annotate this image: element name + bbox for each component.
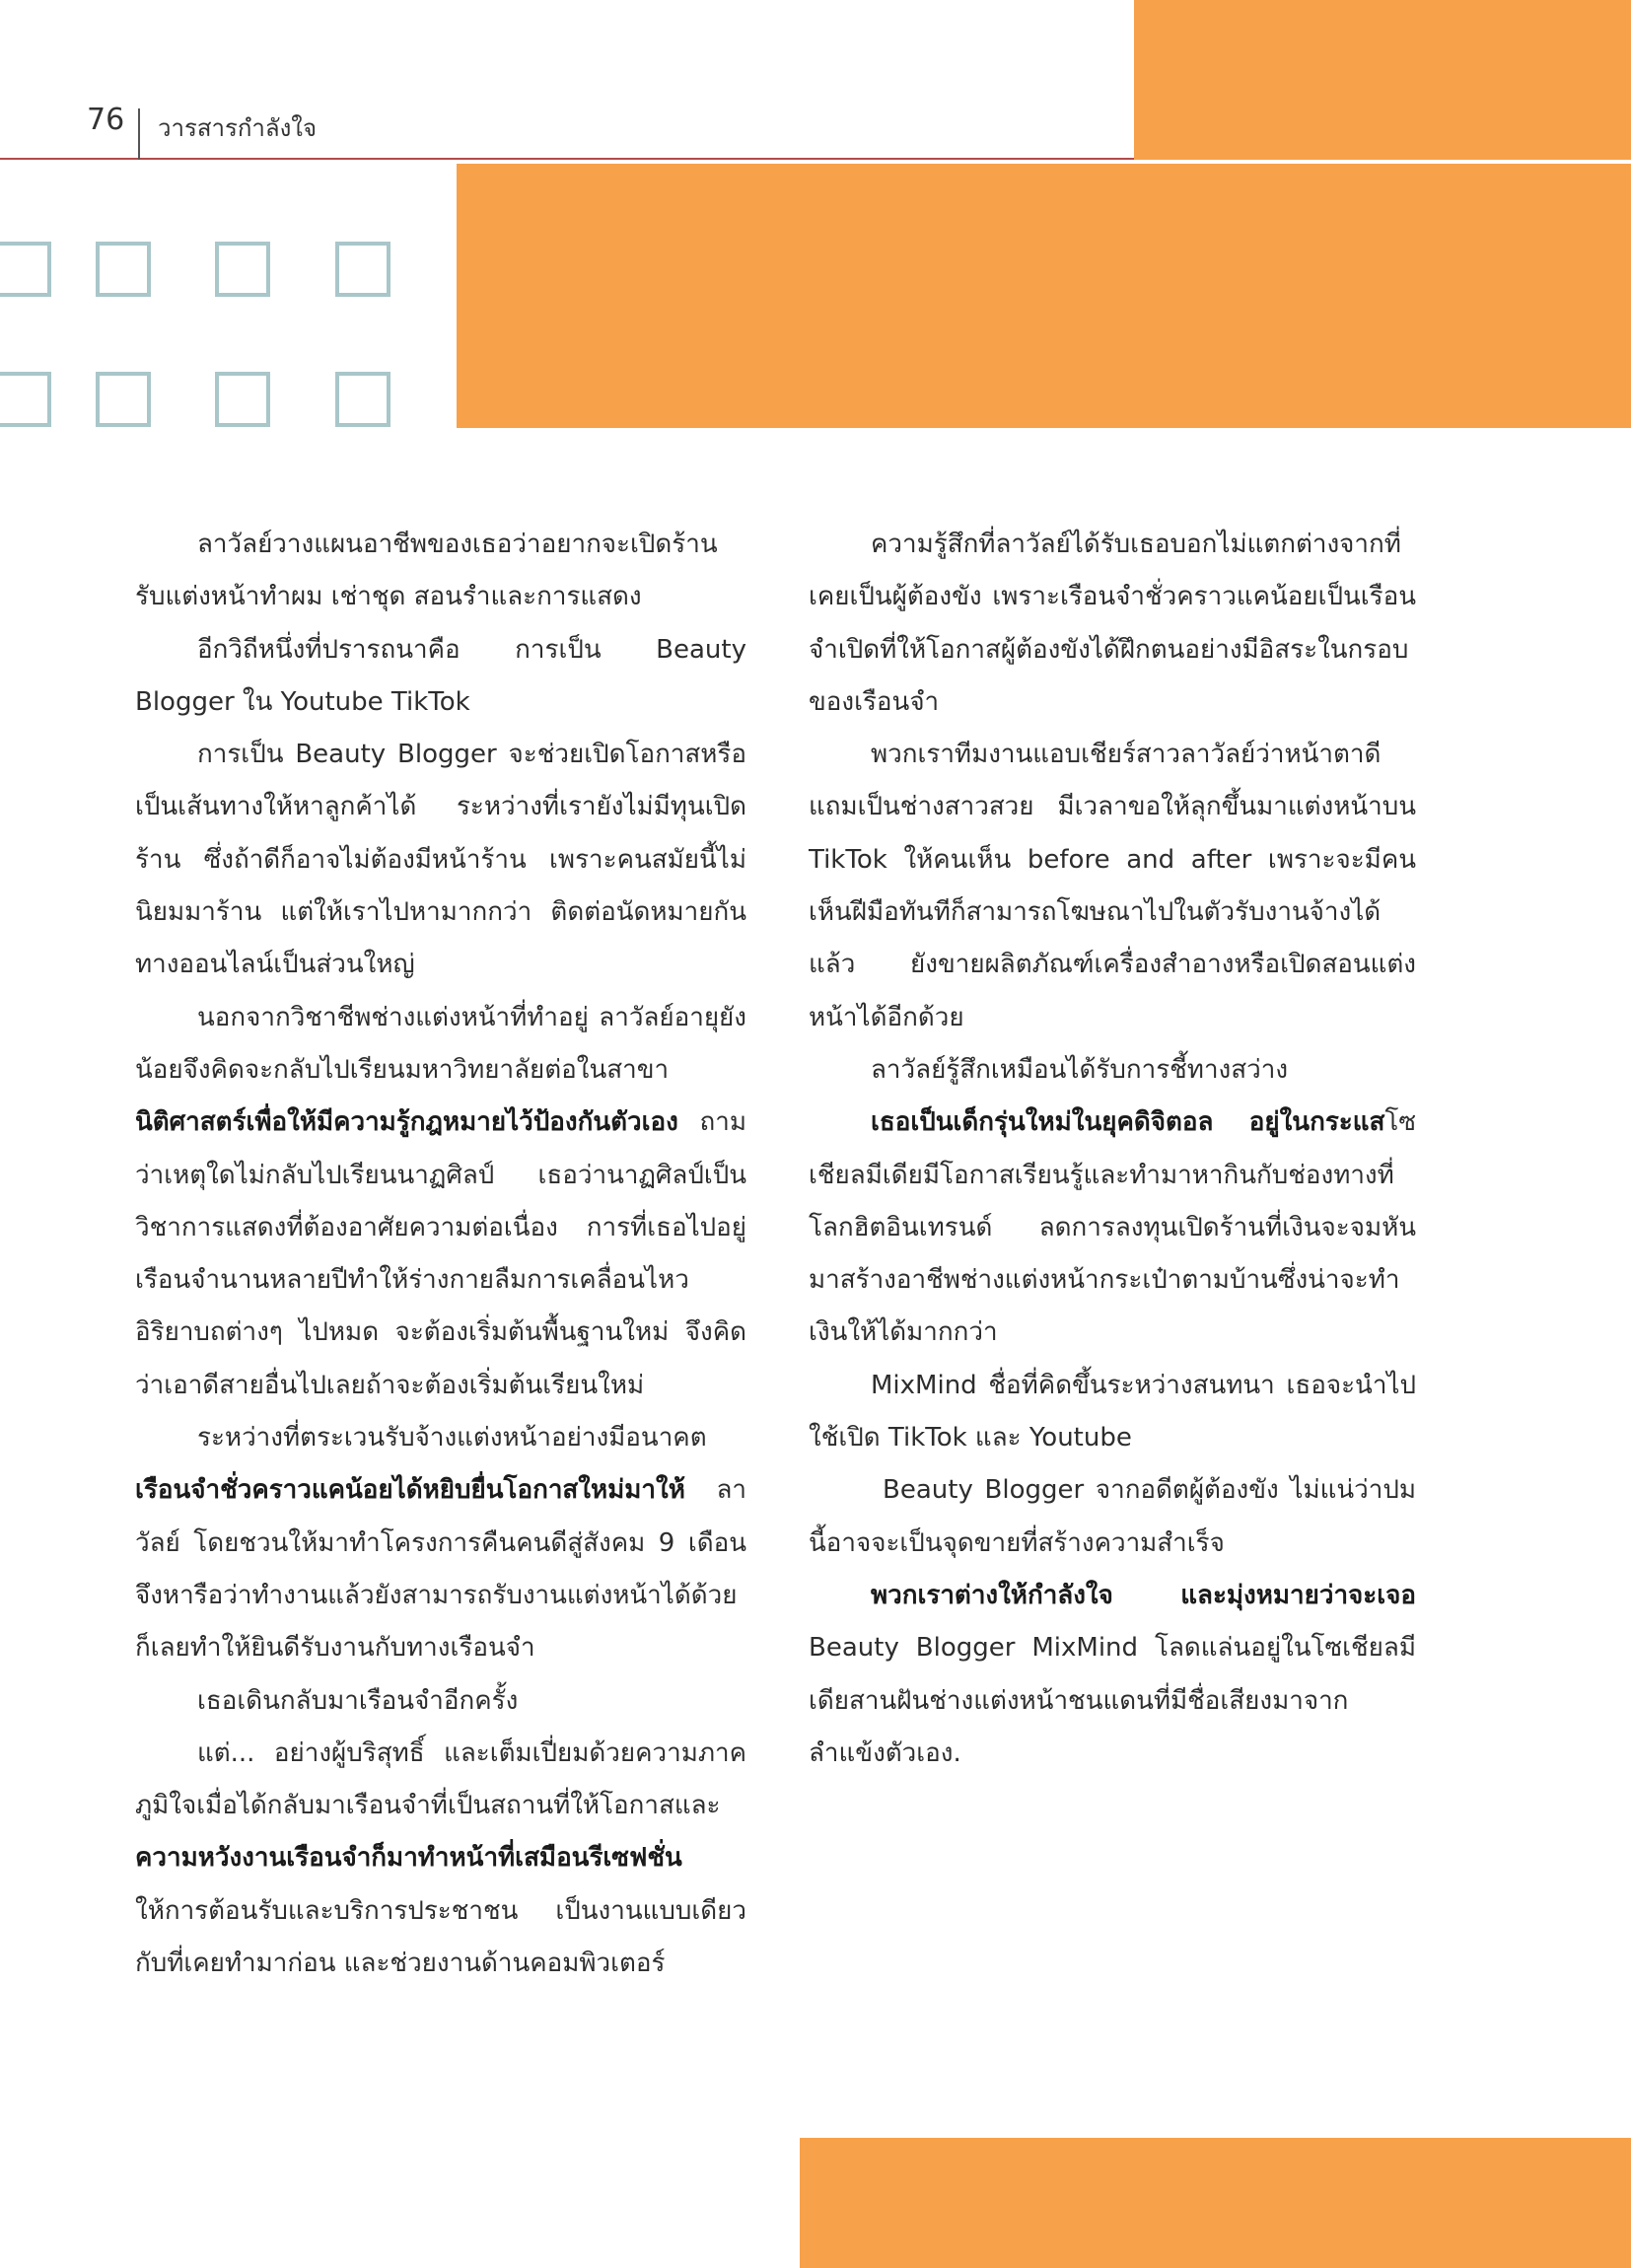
paragraph: พวกเราทีมงานแอบเชียร์สาวลาวัลย์ว่าหน้าตาดี แถมเป็นช่างสาวสวย มีเวลาขอให้ลุกขึ้นมาแต่งหน้าบน TikTok ให้คนเห็น before and after เพราะจะมีคนเห็นฝีมือทันทีก็สามารถโฆษณาไปในตัวรับงานจ้างได้แล้ว ยังขายผลิตภัณฑ์เครื่องสำอางหรือเปิดสอนแต่งหน้าได้อีกด้วย: [809, 740, 1416, 1032]
header-separator: [138, 108, 140, 160]
emphasis: เรือนจำชั่วคราวแคน้อยได้หยิบยื่นโอกาสใหม่มาให้: [135, 1475, 685, 1506]
article-column-left: [135, 519, 746, 1990]
square-outline: [335, 242, 390, 297]
page-number: 76: [87, 103, 125, 137]
paragraph: Beauty Blogger จากอดีตผู้ต้องขัง ไม่แน่ว่าปมนี้อาจจะเป็นจุดขายที่สร้างความสำเร็จ: [809, 1475, 1416, 1558]
paragraph: การเป็น Beauty Blogger จะช่วยเปิดโอกาสหรือเป็นเส้นทางให้หาลูกค้าได้ ระหว่างที่เรายังไม่มีทุนเปิดร้าน ซึ่งถ้าดีก็อาจไม่ต้องมีหน้าร้าน เพราะคนสมัยนี้ไม่นิยมมาร้าน แต่ให้เราไปหามากกว่า ติดต่อนัดหมายกันทางออนไลน์เป็นส่วนใหญ่: [135, 740, 746, 980]
paragraph: ลาวัลย์วางแผนอาชีพของเธอว่าอยากจะเปิดร้านรับแต่งหน้าทำผม เช่าชุด สอนรำและการแสดง: [135, 530, 718, 612]
paragraph: ความรู้สึกที่ลาวัลย์ได้รับเธอบอกไม่แตกต่างจากที่เคยเป็นผู้ต้องขัง เพราะเรือนจำชั่วคราวแคน้อยเป็นเรือนจำเปิดที่ให้โอกาสผู้ต้องขังได้ฝึกตนอย่างมีอิสระในกรอบของเรือนจำ: [809, 530, 1416, 717]
paragraph: นอกจากวิชาชีพช่างแต่งหน้าที่ทำอยู่ ลาวัลย์อายุยังน้อยจึงคิดจะกลับไปเรียนมหาวิทยาลัยต่อในสาขานิติศาสตร์เพื่อให้มีความรู้กฎหมายไว้ป้องกันตัวเอง ถามว่าเหตุใดไม่กลับไปเรียนนาฏศิลป์ เธอว่านาฏศิลป์เป็นวิชาการแสดงที่ต้องอาศัยความต่อเนื่อง การที่เธอไปอยู่เรือนจำนานหลายปีทำให้ร่างกายลืมการเคลื่อนไหวอิริยาบถต่างๆ ไปหมด จะต้องเริ่มต้นพื้นฐานใหม่ จึงคิดว่าเอาดีสายอื่นไปเลยถ้าจะต้องเริ่มต้นเรียนใหม่: [135, 1002, 746, 1400]
header-rule: [0, 158, 1134, 160]
emphasis: เธอเป็นเด็กรุ่นใหม่ในยุคดิจิตอล อยู่ในกระแส: [871, 1107, 1385, 1138]
square-outline: [335, 372, 390, 427]
orange-corner-block: [1134, 0, 1631, 160]
orange-header-block: [457, 164, 1631, 428]
emphasis: พวกเราต่างให้กำลังใจ และมุ่งหมายว่าจะเจอ: [871, 1580, 1416, 1610]
orange-footer-block: [800, 2138, 1631, 2268]
paragraph: ระหว่างที่ตระเวนรับจ้างแต่งหน้าอย่างมีอนาคต เรือนจำชั่วคราวแคน้อยได้หยิบยื่นโอกาสใหม่มาให้ ลาวัลย์ โดยชวนให้มาทำโครงการคืนคนดีสู่สังคม 9 เดือน จึงหารือว่าทำงานแล้วยังสามารถรับงานแต่งหน้าได้ด้วยก็เลยทำให้ยินดีรับงานกับทางเรือนจำ: [135, 1423, 746, 1664]
emphasis: ความหวังงานเรือนจำก็มาทำหน้าที่เสมือนรีเซฟชั่น: [135, 1843, 682, 1874]
square-outline: [0, 372, 51, 427]
paragraph: เธอเดินกลับมาเรือนจำอีกครั้ง: [197, 1685, 519, 1716]
square-outline: [215, 372, 270, 427]
square-outline: [96, 372, 151, 427]
square-outline: [215, 242, 270, 297]
paragraph: พวกเราต่างให้กำลังใจ และมุ่งหมายว่าจะเจอ Beauty Blogger MixMind โลดแล่นอยู่ในโซเชียลมีเดียสานฝันช่างแต่งหน้าชนแดนที่มีชื่อเสียงมาจากลำแข้งตัวเอง.: [809, 1580, 1416, 1768]
square-outline: [0, 242, 51, 297]
paragraph: ลาวัลย์รู้สึกเหมือนได้รับการชี้ทางสว่าง: [871, 1054, 1289, 1085]
square-outline: [96, 242, 151, 297]
paragraph: อีกวิถีหนึ่งที่ปรารถนาคือ การเป็น Beauty Blogger ใน Youtube TikTok: [135, 634, 746, 717]
paragraph: เธอเป็นเด็กรุ่นใหม่ในยุคดิจิตอล อยู่ในกระแสโซเชียลมีเดียมีโอกาสเรียนรู้และทำมาหากินกับช่องทางที่โลกฮิตอินเทรนด์ ลดการลงทุนเปิดร้านที่เงินจะจมหันมาสร้างอาชีพช่างแต่งหน้ากระเป๋าตามบ้านซึ่งน่าจะทำเงินให้ได้มากกว่า: [809, 1107, 1416, 1348]
emphasis: นิติศาสตร์เพื่อให้มีความรู้กฎหมายไว้ป้องกันตัวเอง: [135, 1107, 678, 1138]
paragraph: แต่... อย่างผู้บริสุทธิ์ และเต็มเปี่ยมด้วยความภาคภูมิใจเมื่อได้กลับมาเรือนจำที่เป็นสถานที่ให้โอกาสและความหวังงานเรือนจำก็มาทำหน้าที่เสมือนรีเซฟชั่น ให้การต้อนรับและบริการประชาชน เป็นงานแบบเดียวกับที่เคยทำมาก่อน และช่วยงานด้านคอมพิวเตอร์: [135, 1737, 746, 1979]
paragraph: MixMind ชื่อที่คิดขึ้นระหว่างสนทนา เธอจะนำไปใช้เปิด TikTok และ Youtube: [809, 1370, 1416, 1453]
journal-name: วารสารกำลังใจ: [158, 114, 318, 142]
article-column-right: [809, 519, 1416, 1780]
